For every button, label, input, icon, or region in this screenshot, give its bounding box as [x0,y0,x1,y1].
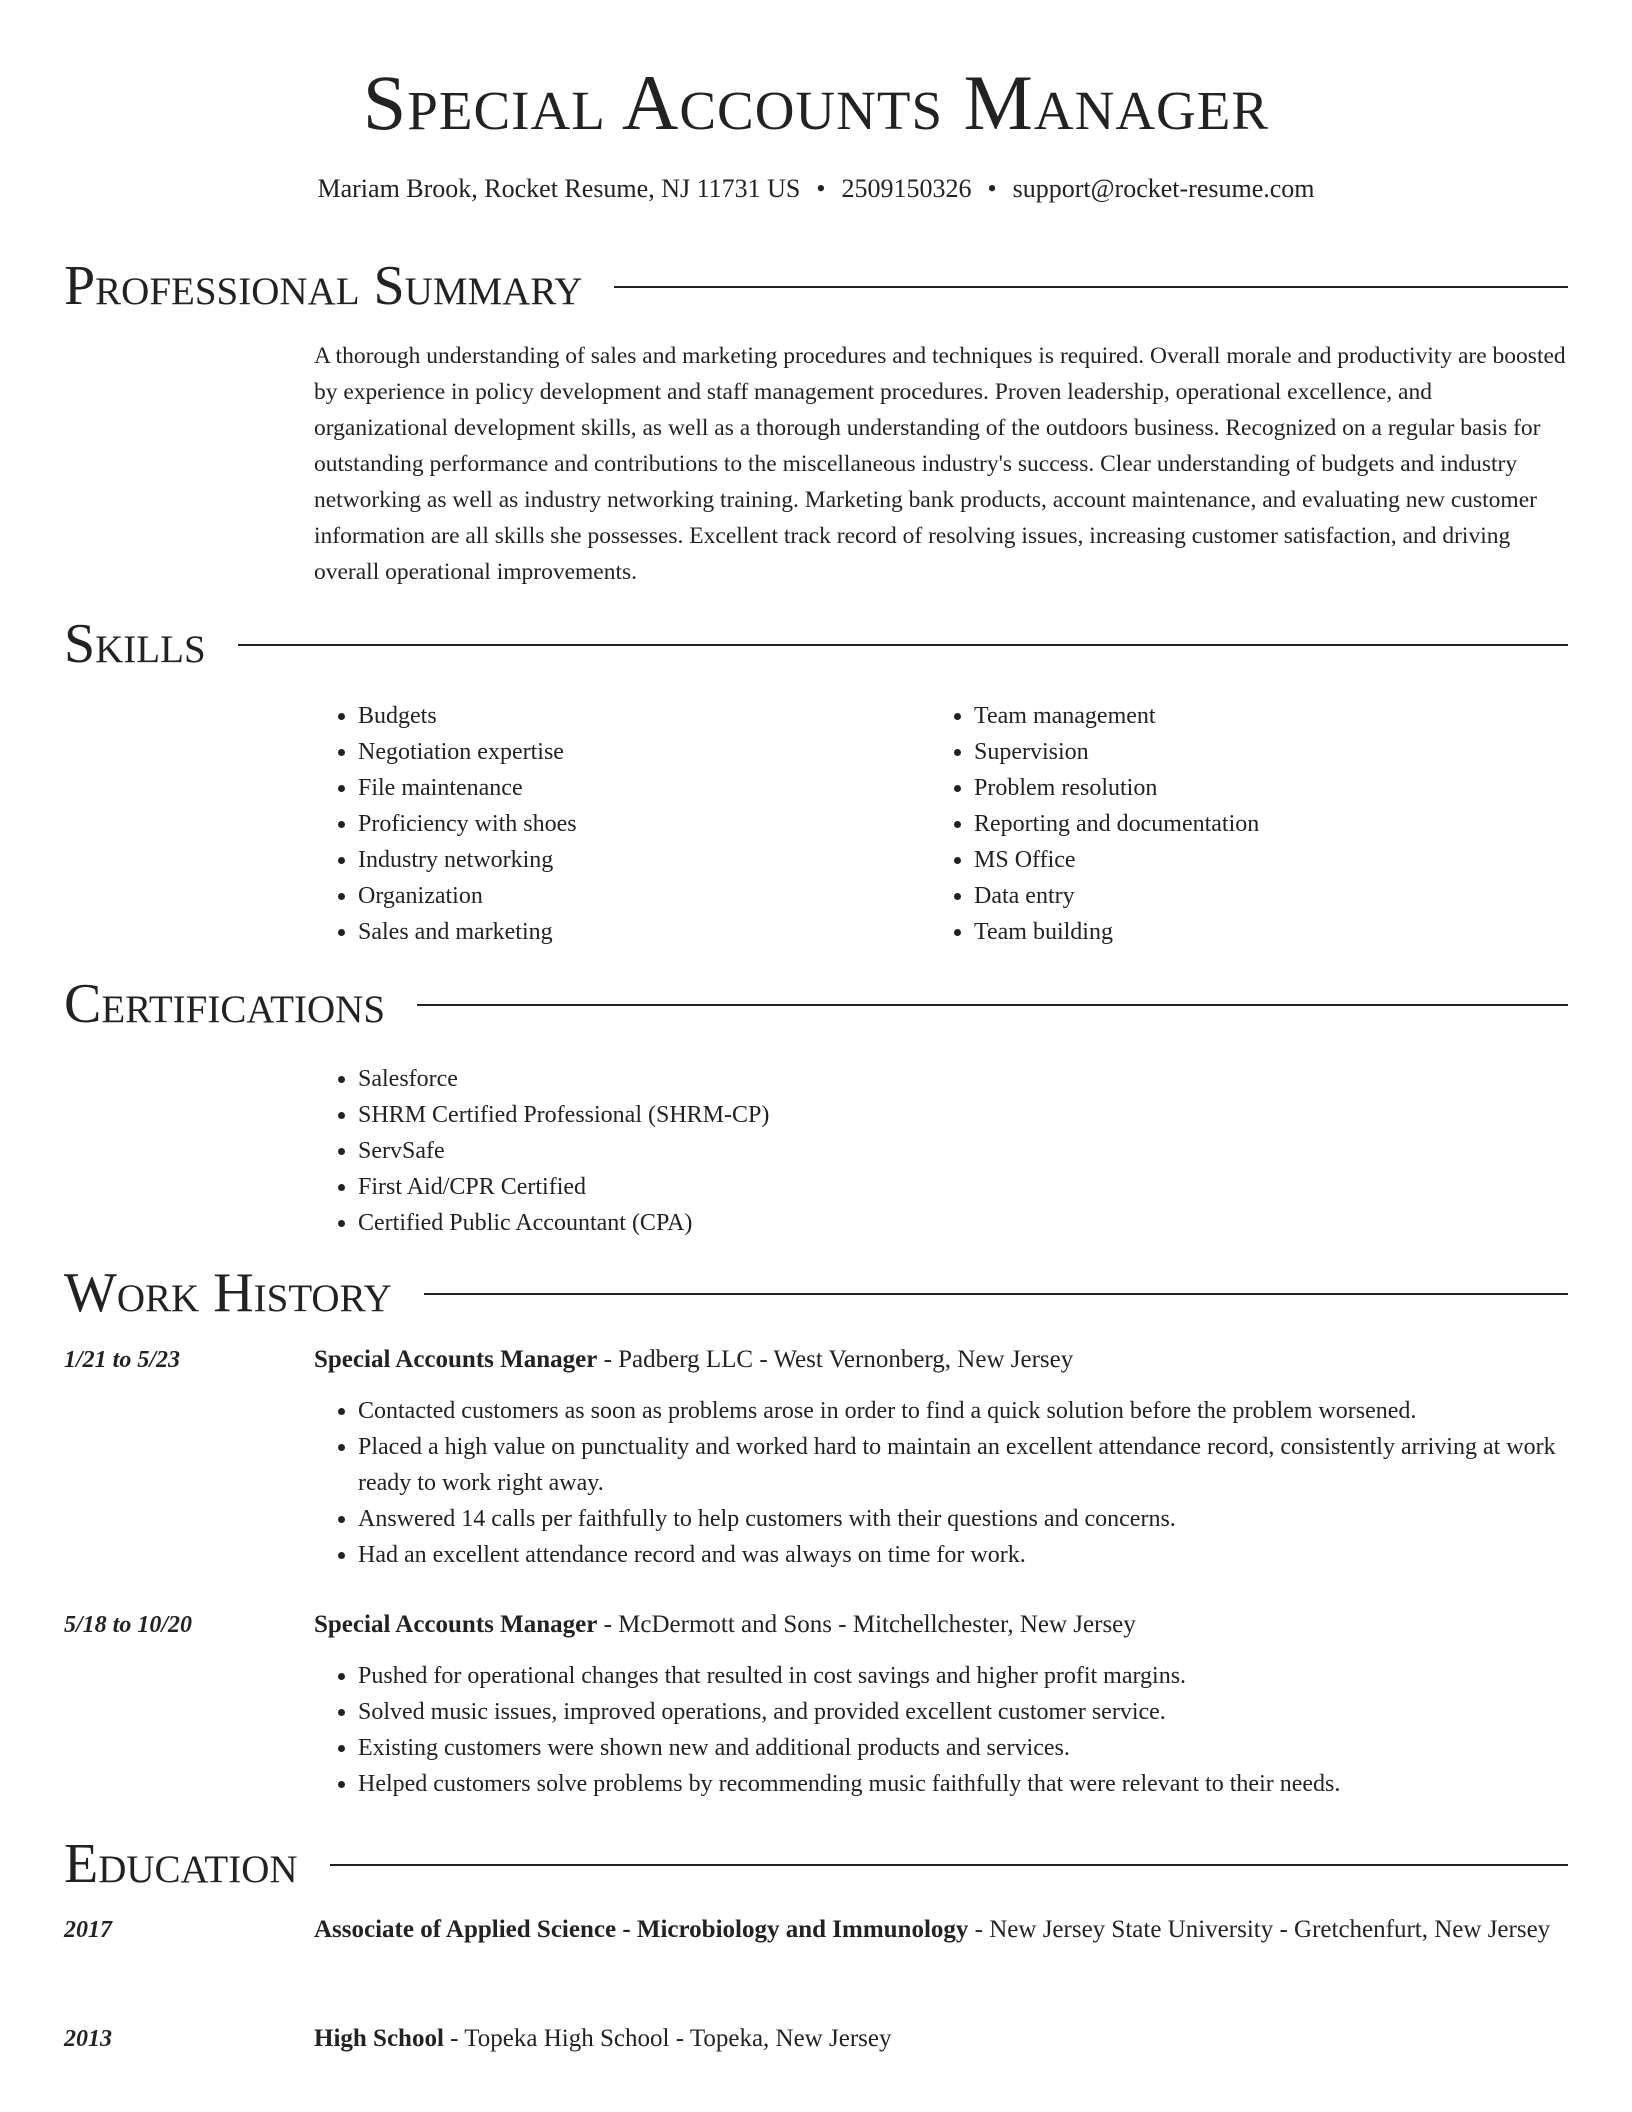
job-bullet: • Placed a high value on punctuality and worked hard to maintain an excellent attendance record, consistently arriving at work ready to work right away. [358,1429,1568,1501]
job-role: Special Accounts Manager [314,1611,598,1638]
job-heading [314,1606,1568,1644]
job-company-location: - Padberg LLC - West Vernonberg, New Jersey [597,1346,1074,1373]
contact-email: support@rocket-resume.com [1012,174,1315,203]
skill-item: • Sales and marketing [358,914,914,950]
education-heading [314,2020,1568,2058]
certification-item: • ServSafe [358,1133,1564,1169]
job-bullets [314,1393,1568,1573]
work-section-header [64,1258,1568,1328]
education-year: 2013 [64,2026,112,2052]
skill-item: • Data entry [974,878,1550,914]
section-divider [417,1004,1568,1006]
skill-item: • File maintenance [358,770,914,806]
certifications-list [314,1061,1564,1241]
skill-item: • Problem resolution [974,770,1550,806]
section-divider [424,1293,1568,1295]
skill-item: • Team building [974,914,1550,950]
education-section-title: Education [64,1833,298,1895]
certification-item: • Salesforce [358,1061,1564,1097]
section-divider [238,644,1568,646]
education-school-location: - New Jersey State University - Gretchenfurt, New Jersey [968,1916,1551,1943]
contact-address: Mariam Brook, Rocket Resume, NJ 11731 US [317,174,801,203]
summary-text: A thorough understanding of sales and marketing procedures and techniques is required. Overall morale and productivity are boosted by experience in policy development and staff management procedures. Proven leadership, operational excellence, and organizational development skills, as well as a thorough understanding of the outdoors business. Recognized on a regular basis for outstanding performance and contributions to the miscellaneous industry's success. Clear understanding of budgets and industry networking as well as industry networking training. Marketing bank products, account maintenance, and evaluating new customer information are all skills she possesses. Excellent track record of resolving issues, increasing customer satisfaction, and driving overall operational improvements. [314,343,1566,585]
certification-item: • SHRM Certified Professional (SHRM-CP) [358,1097,1564,1133]
summary-section-title: Professional Summary [64,255,583,317]
skill-item: • Budgets [358,698,914,734]
skill-item: • Negotiation expertise [358,734,914,770]
certifications-section-title: Certifications [64,973,386,1035]
skills-column-left [314,698,914,950]
certification-item: • First Aid/CPR Certified [358,1169,1564,1205]
contact-phone: 2509150326 [841,174,972,203]
job-bullet: • Pushed for operational changes that resulted in cost savings and higher profit margins. [358,1658,1568,1694]
section-divider [614,286,1568,288]
resume-name-title: Special Accounts Manager [362,59,1270,146]
job-bullet: • Existing customers were shown new and additional products and services. [358,1730,1568,1766]
job-role: Special Accounts Manager [314,1346,598,1373]
education-section-header [64,1829,1568,1899]
skill-item: • Supervision [974,734,1550,770]
contact-line [0,172,1632,206]
skill-item: • Organization [358,878,914,914]
skill-item: • Proficiency with shoes [358,806,914,842]
education-school-location: - Topeka High School - Topeka, New Jersey [443,2025,892,2052]
education-year: 2017 [64,1917,112,1943]
job-company-location: - McDermott and Sons - Mitchellchester, New Jersey [597,1611,1136,1638]
skills-section-title: Skills [64,613,206,675]
skill-item: • Reporting and documentation [974,806,1550,842]
contact-separator: • [816,174,826,203]
certification-item: • Certified Public Accountant (CPA) [358,1205,1564,1241]
job-dates: 1/21 to 5/23 [64,1347,181,1373]
job-bullet: • Contacted customers as soon as problems arose in order to find a quick solution before the problem worsened. [358,1393,1568,1429]
job-bullet: • Answered 14 calls per faithfully to help customers with their questions and concerns. [358,1501,1568,1537]
education-heading [314,1911,1568,1949]
job-bullet: • Helped customers solve problems by recommending music faithfully that were relevant to their needs. [358,1766,1568,1802]
skill-item: • MS Office [974,842,1550,878]
job-bullet: • Had an excellent attendance record and was always on time for work. [358,1537,1568,1573]
section-divider [330,1864,1568,1866]
job-bullet: • Solved music issues, improved operations, and provided excellent customer service. [358,1694,1568,1730]
skill-item: • Industry networking [358,842,914,878]
education-degree: High School [314,2025,444,2052]
summary-section-header [64,251,1568,321]
job-dates: 5/18 to 10/20 [64,1612,193,1638]
skills-column-right [930,698,1550,950]
skill-item: • Team management [974,698,1550,734]
skills-section-header [64,609,1568,679]
education-degree: Associate of Applied Science - Microbiology and Immunology [314,1916,969,1943]
job-bullets [314,1658,1568,1802]
contact-separator: • [987,174,997,203]
job-heading [314,1341,1568,1379]
certifications-section-header [64,969,1568,1039]
work-section-title: Work History [64,1262,392,1324]
